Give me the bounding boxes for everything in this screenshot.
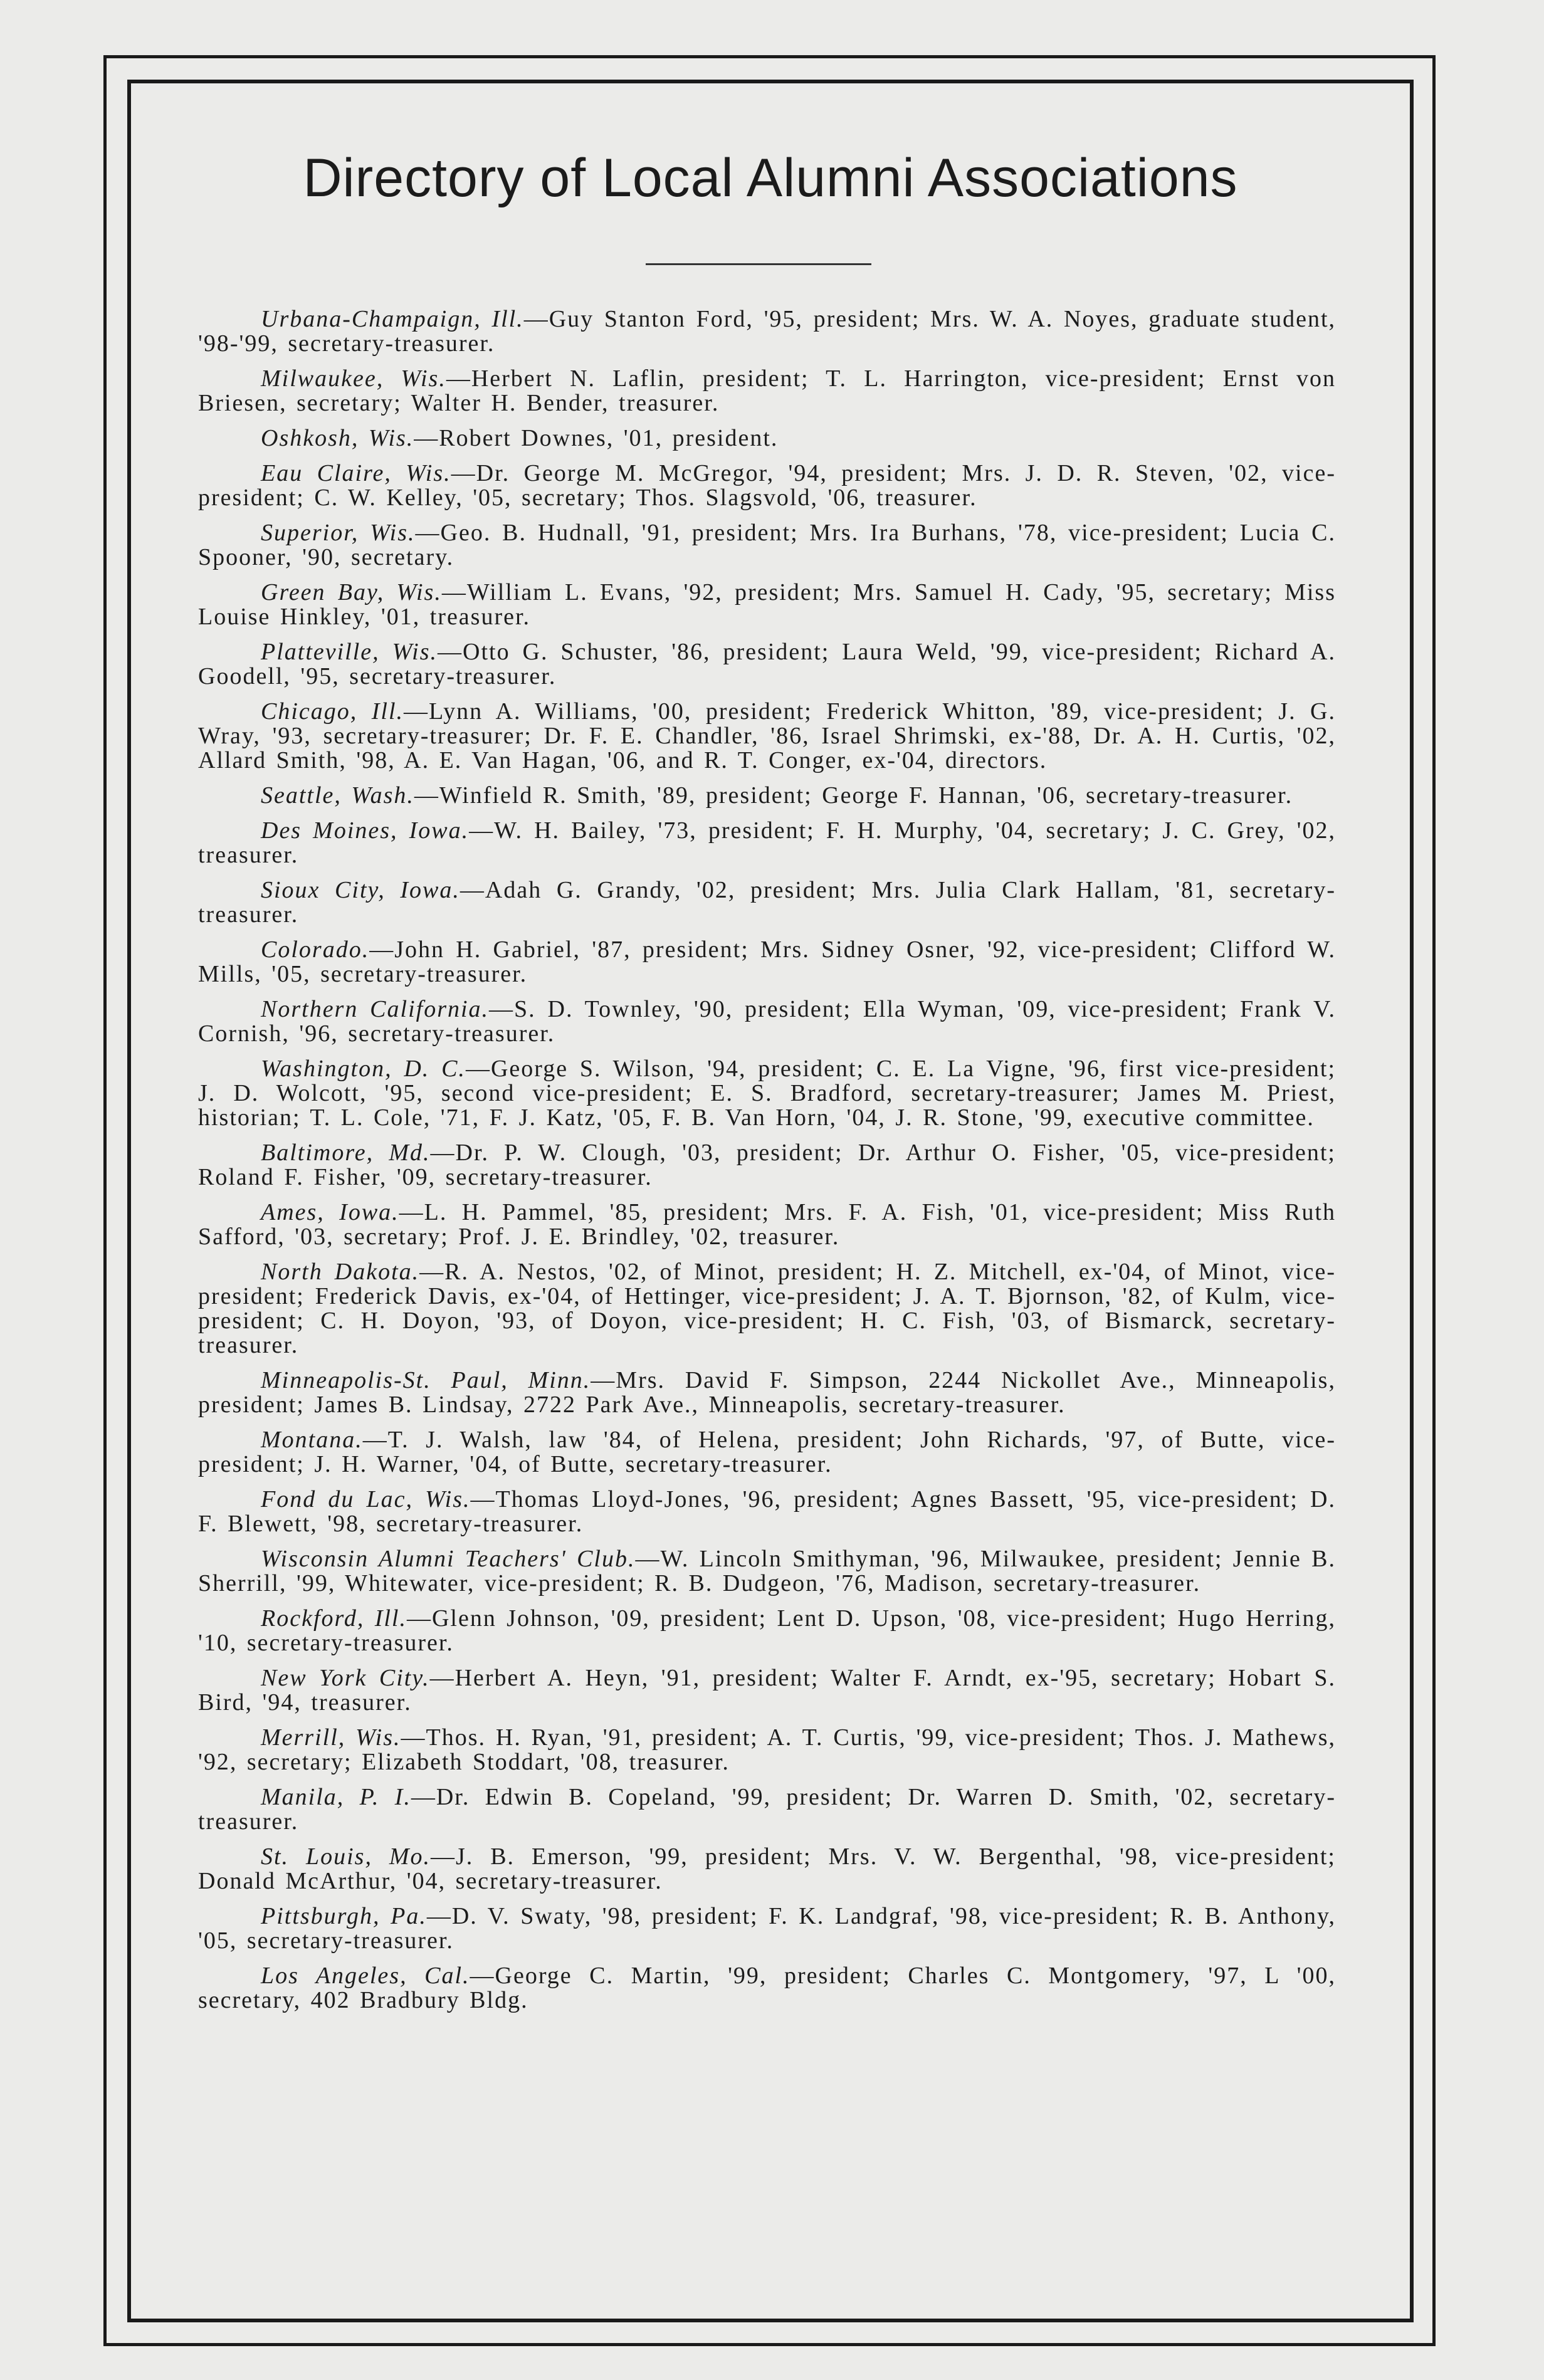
- association-location: Washington, D. C.: [261, 1056, 466, 1082]
- association-officers: —Mrs. David F. Simpson, 2244 Nickollet Ave., Minneapolis, president; James B. Lindsay, 2722 Park Ave., Minneapolis, secretary-treasurer.: [198, 1367, 1336, 1418]
- association-entry: [198, 997, 1336, 1046]
- association-entry: [198, 426, 1336, 451]
- association-location: Colorado.: [261, 936, 370, 963]
- association-officers: —Thos. H. Ryan, '91, president; A. T. Curtis, '99, vice-president; Thos. J. Mathews, '92, secretary; Elizabeth Stoddart, '08, treasurer.: [198, 1724, 1336, 1775]
- association-officers: —J. B. Emerson, '99, president; Mrs. V. W. Bergenthal, '98, vice-president; Donald McArthur, '04, secretary-treasurer.: [198, 1843, 1336, 1894]
- association-entry: [198, 580, 1336, 629]
- association-officers: —Guy Stanton Ford, '95, president; Mrs. W. A. Noyes, graduate student, '98-'99, secretary-treasurer.: [198, 306, 1337, 357]
- association-entry: [198, 1607, 1336, 1655]
- association-officers: —Robert Downes, '01, president.: [414, 425, 779, 451]
- association-location: Merrill, Wis.: [261, 1724, 401, 1751]
- association-officers: —Geo. B. Hudnall, '91, president; Mrs. Ira Burhans, '78, vice-president; Lucia C. Spooner, '90, secretary.: [198, 520, 1336, 570]
- association-entry: [198, 1260, 1336, 1358]
- association-location: Superior, Wis.: [261, 520, 416, 546]
- association-entry: [198, 1428, 1336, 1477]
- association-entry: [198, 819, 1336, 868]
- association-location: Green Bay, Wis.: [261, 579, 442, 605]
- association-entry: [198, 307, 1336, 356]
- association-location: Seattle, Wash.: [261, 782, 414, 809]
- association-officers: —Dr. Edwin B. Copeland, '99, president; Dr. Warren D. Smith, '02, secretary-treasurer.: [198, 1784, 1336, 1835]
- association-officers: —T. J. Walsh, law '84, of Helena, president; John Richards, '97, of Butte, vice-president; J. H. Warner, '04, of Butte, secretary-treasurer.: [198, 1427, 1336, 1477]
- association-location: Baltimore, Md.: [261, 1140, 431, 1166]
- association-location: Urbana-Champaign, Ill.: [261, 306, 524, 332]
- association-entry: [198, 521, 1336, 570]
- association-entry: [198, 1200, 1336, 1249]
- association-location: Rockford, Ill.: [261, 1605, 407, 1632]
- association-entry: [198, 1845, 1336, 1894]
- association-location: Fond du Lac, Wis.: [261, 1486, 471, 1512]
- association-entry: [198, 784, 1336, 808]
- association-location: Sioux City, Iowa.: [261, 877, 460, 903]
- association-officers: —Dr. George M. McGregor, '94, president; Mrs. J. D. R. Steven, '02, vice-president; C. W. Kelley, '05, secretary; Thos. Slagsvold, '06, treasurer.: [198, 460, 1336, 511]
- association-officers: —Adah G. Grandy, '02, president; Mrs. Julia Clark Hallam, '81, secretary-treasurer.: [198, 877, 1336, 928]
- association-entry: [198, 367, 1336, 416]
- association-officers: —S. D. Townley, '90, president; Ella Wyman, '09, vice-president; Frank V. Cornish, '96, secretary-treasurer.: [198, 996, 1336, 1047]
- association-location: Milwaukee, Wis.: [261, 365, 446, 392]
- association-entry: [198, 1904, 1336, 1953]
- association-officers: —Lynn A. Williams, '00, president; Frederick Whitton, '89, vice-president; J. G. Wray, '93, secretary-treasurer; Dr. F. E. Chandler, '86, Israel Shrimski, ex-'88, Dr. A. H. Curtis, '02, Allard Smith, '98, A. E. Van Hagan, '06, and R. T. Conger, ex-'04, directors.: [198, 698, 1336, 773]
- title-divider: [646, 263, 871, 265]
- association-officers: —L. H. Pammel, '85, president; Mrs. F. A. Fish, '01, vice-president; Miss Ruth Safford, '03, secretary; Prof. J. E. Brindley, '02, treasurer.: [198, 1199, 1336, 1250]
- association-location: Oshkosh, Wis.: [261, 425, 414, 451]
- association-entry: [198, 1368, 1336, 1417]
- association-officers: —R. A. Nestos, '02, of Minot, president; H. Z. Mitchell, ex-'04, of Minot, vice-president; Frederick Davis, ex-'04, of Hettinger, vice-president; J. A. T. Bjornson, '82, of Kulm, vice-president; C. H. Doyon, '93, of Doyon, vice-president; H. C. Fish, '03, of Bismarck, secretary-treasurer.: [198, 1259, 1336, 1358]
- association-entry: [198, 938, 1336, 987]
- association-location: Eau Claire, Wis.: [261, 460, 451, 486]
- association-officers: —John H. Gabriel, '87, president; Mrs. Sidney Osner, '92, vice-president; Clifford W. Mills, '05, secretary-treasurer.: [198, 936, 1336, 987]
- association-entry: [198, 1547, 1336, 1596]
- association-entry: [198, 1141, 1336, 1190]
- association-location: New York City.: [261, 1665, 430, 1691]
- association-officers: —W. H. Bailey, '73, president; F. H. Murphy, '04, secretary; J. C. Grey, '02, treasurer.: [198, 817, 1336, 868]
- association-officers: —Otto G. Schuster, '86, president; Laura Weld, '99, vice-president; Richard A. Goodell, '95, secretary-treasurer.: [198, 639, 1336, 689]
- association-officers: —D. V. Swaty, '98, president; F. K. Landgraf, '98, vice-president; R. B. Anthony, '05, secretary-treasurer.: [198, 1903, 1337, 1954]
- association-location: St. Louis, Mo.: [261, 1843, 431, 1870]
- association-entry: [198, 700, 1336, 773]
- association-location: Manila, P. I.: [261, 1784, 411, 1810]
- association-location: Des Moines, Iowa.: [261, 817, 470, 844]
- association-officers: —William L. Evans, '92, president; Mrs. Samuel H. Cady, '95, secretary; Miss Louise Hinkley, '01, treasurer.: [198, 579, 1336, 630]
- association-location: Chicago, Ill.: [261, 698, 404, 725]
- association-location: Pittsburgh, Pa.: [261, 1903, 427, 1929]
- association-list: [198, 307, 1336, 2023]
- association-location: Minneapolis-St. Paul, Minn.: [261, 1367, 591, 1393]
- association-officers: —Glenn Johnson, '09, president; Lent D. Upson, '08, vice-president; Hugo Herring, '10, secretary-treasurer.: [198, 1605, 1336, 1656]
- association-location: Platteville, Wis.: [261, 639, 438, 665]
- association-officers: —Herbert A. Heyn, '91, president; Walter F. Arndt, ex-'95, secretary; Hobart S. Bird, '94, treasurer.: [198, 1665, 1336, 1716]
- association-location: Wisconsin Alumni Teachers' Club.: [261, 1546, 636, 1572]
- association-officers: —W. Lincoln Smithyman, '96, Milwaukee, president; Jennie B. Sherrill, '99, Whitewater, vice-president; R. B. Dudgeon, '76, Madison, secretary-treasurer.: [198, 1546, 1336, 1596]
- association-entry: [198, 1785, 1336, 1834]
- association-entry: [198, 640, 1336, 689]
- association-location: Montana.: [261, 1427, 363, 1453]
- association-officers: —Dr. P. W. Clough, '03, president; Dr. Arthur O. Fisher, '05, vice-president; Roland F. Fisher, '09, secretary-treasurer.: [198, 1140, 1336, 1190]
- association-entry: [198, 461, 1336, 510]
- association-entry: [198, 1666, 1336, 1715]
- page-title: Directory of Local Alumni Associations: [303, 148, 1238, 208]
- association-officers: —George S. Wilson, '94, president; C. E. La Vigne, '96, first vice-president; J. D. Wolcott, '95, second vice-president; E. S. Bradford, secretary-treasurer; James M. Priest, historian; T. L. Cole, '71, F. J. Katz, '05, F. B. Van Horn, '04, J. R. Stone, '99, executive committee.: [198, 1056, 1337, 1131]
- association-officers: —Winfield R. Smith, '89, president; George F. Hannan, '06, secretary-treasurer.: [414, 782, 1293, 809]
- association-location: Los Angeles, Cal.: [261, 1963, 470, 1989]
- association-entry: [198, 1726, 1336, 1775]
- association-entry: [198, 1487, 1336, 1536]
- association-officers: —Thomas Lloyd-Jones, '96, president; Agnes Bassett, '95, vice-president; D. F. Blewett, '98, secretary-treasurer.: [198, 1486, 1336, 1537]
- association-location: Northern California.: [261, 996, 490, 1022]
- association-entry: [198, 1057, 1336, 1130]
- association-entry: [198, 1964, 1336, 2013]
- association-officers: —George C. Martin, '99, president; Charles C. Montgomery, '97, L '00, secretary, 402 Bradbury Bldg.: [198, 1963, 1336, 2013]
- association-entry: [198, 878, 1336, 927]
- association-location: Ames, Iowa.: [261, 1199, 399, 1225]
- association-location: North Dakota.: [261, 1259, 420, 1285]
- association-officers: —Herbert N. Laflin, president; T. L. Harrington, vice-president; Ernst von Briesen, secretary; Walter H. Bender, treasurer.: [198, 365, 1336, 416]
